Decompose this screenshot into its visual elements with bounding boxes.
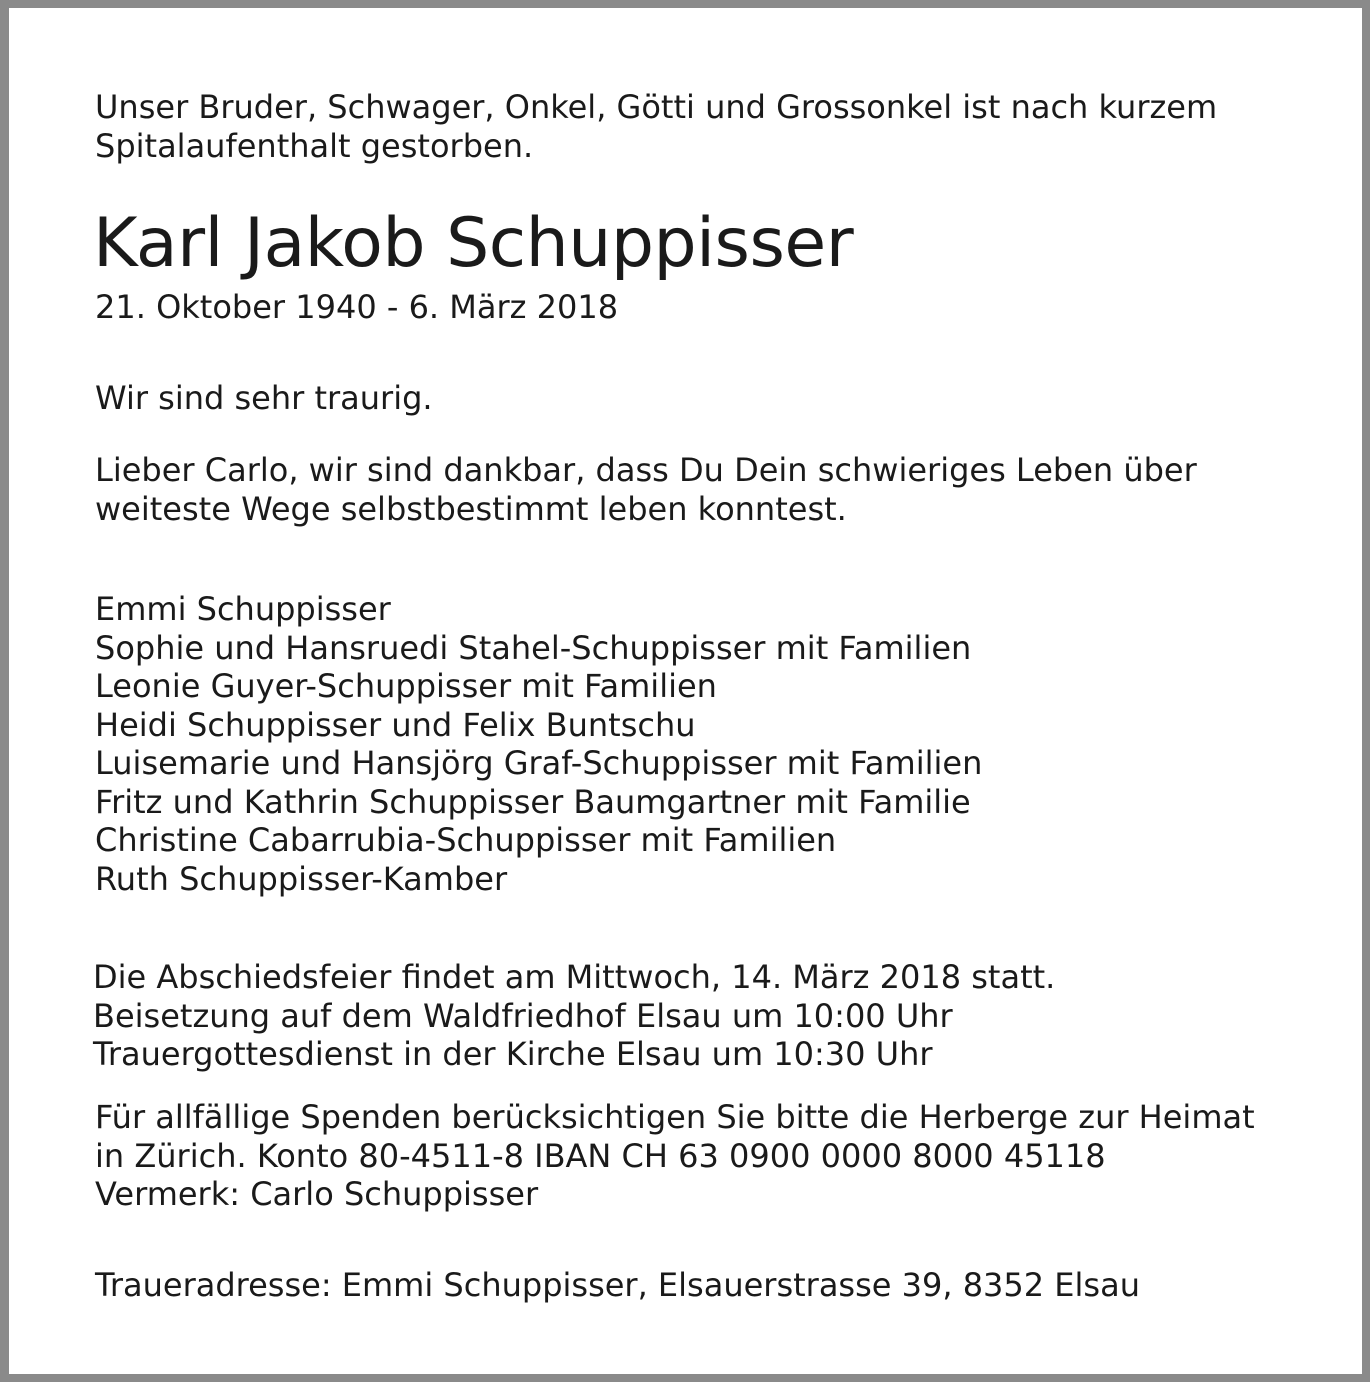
mourner-entry: Emmi Schuppisser: [95, 590, 391, 628]
mourner-entry: Luisemarie und Hansjörg Graf-Schuppisser mit Familien: [95, 744, 983, 782]
donation-line: Für allfällige Spenden berücksichtigen Sie bitte die Herberge zur Heimat: [95, 1098, 1255, 1136]
mourner-entry: Christine Cabarrubia-Schuppisser mit Familien: [95, 821, 837, 859]
dedication-text: [95, 451, 1197, 528]
mourner-entry: Heidi Schuppisser und Felix Buntschu: [95, 705, 696, 744]
ceremony-line: Die Abschiedsfeier findet am Mittwoch, 14. März 2018 statt.: [93, 958, 1056, 996]
mourners-list: [95, 590, 982, 898]
donation-info: [95, 1098, 1255, 1214]
deceased-name: Karl Jakob Schuppisser: [93, 204, 854, 283]
mourner-entry: Ruth Schuppisser-Kamber: [95, 859, 508, 898]
statement-text: Wir sind sehr traurig.: [95, 379, 433, 417]
donation-line: in Zürich. Konto 80-4511-8 IBAN CH 63 0900 0000 8000 45118: [95, 1136, 1106, 1175]
intro-text: [95, 88, 1217, 165]
ceremony-line: Beisetzung auf dem Waldfriedhof Elsau um 10:00 Uhr: [93, 996, 953, 1035]
dedication-line: weiteste Wege selbstbestimmt leben konntest.: [95, 489, 847, 528]
dedication-line: Lieber Carlo, wir sind dankbar, dass Du Dein schwieriges Leben über: [95, 451, 1197, 489]
ceremony-info: [93, 958, 1055, 1074]
mourning-address: Traueradresse: Emmi Schuppisser, Elsauerstrasse 39, 8352 Elsau: [95, 1266, 1140, 1304]
mourner-entry: Fritz und Kathrin Schuppisser Baumgartner mit Familie: [95, 782, 971, 821]
intro-line: Spitalaufenthalt gestorben.: [95, 126, 534, 165]
mourner-entry: Leonie Guyer-Schuppisser mit Familien: [95, 667, 717, 705]
life-dates: 21. Oktober 1940 - 6. März 2018: [95, 288, 619, 326]
mourner-entry: Sophie und Hansruedi Stahel-Schuppisser mit Familien: [95, 628, 972, 667]
donation-line: Vermerk: Carlo Schuppisser: [95, 1175, 539, 1213]
intro-line: Unser Bruder, Schwager, Onkel, Götti und Grossonkel ist nach kurzem: [95, 88, 1218, 126]
obituary-page: [9, 8, 1362, 1374]
ceremony-line: Trauergottesdienst in der Kirche Elsau um 10:30 Uhr: [93, 1035, 933, 1073]
